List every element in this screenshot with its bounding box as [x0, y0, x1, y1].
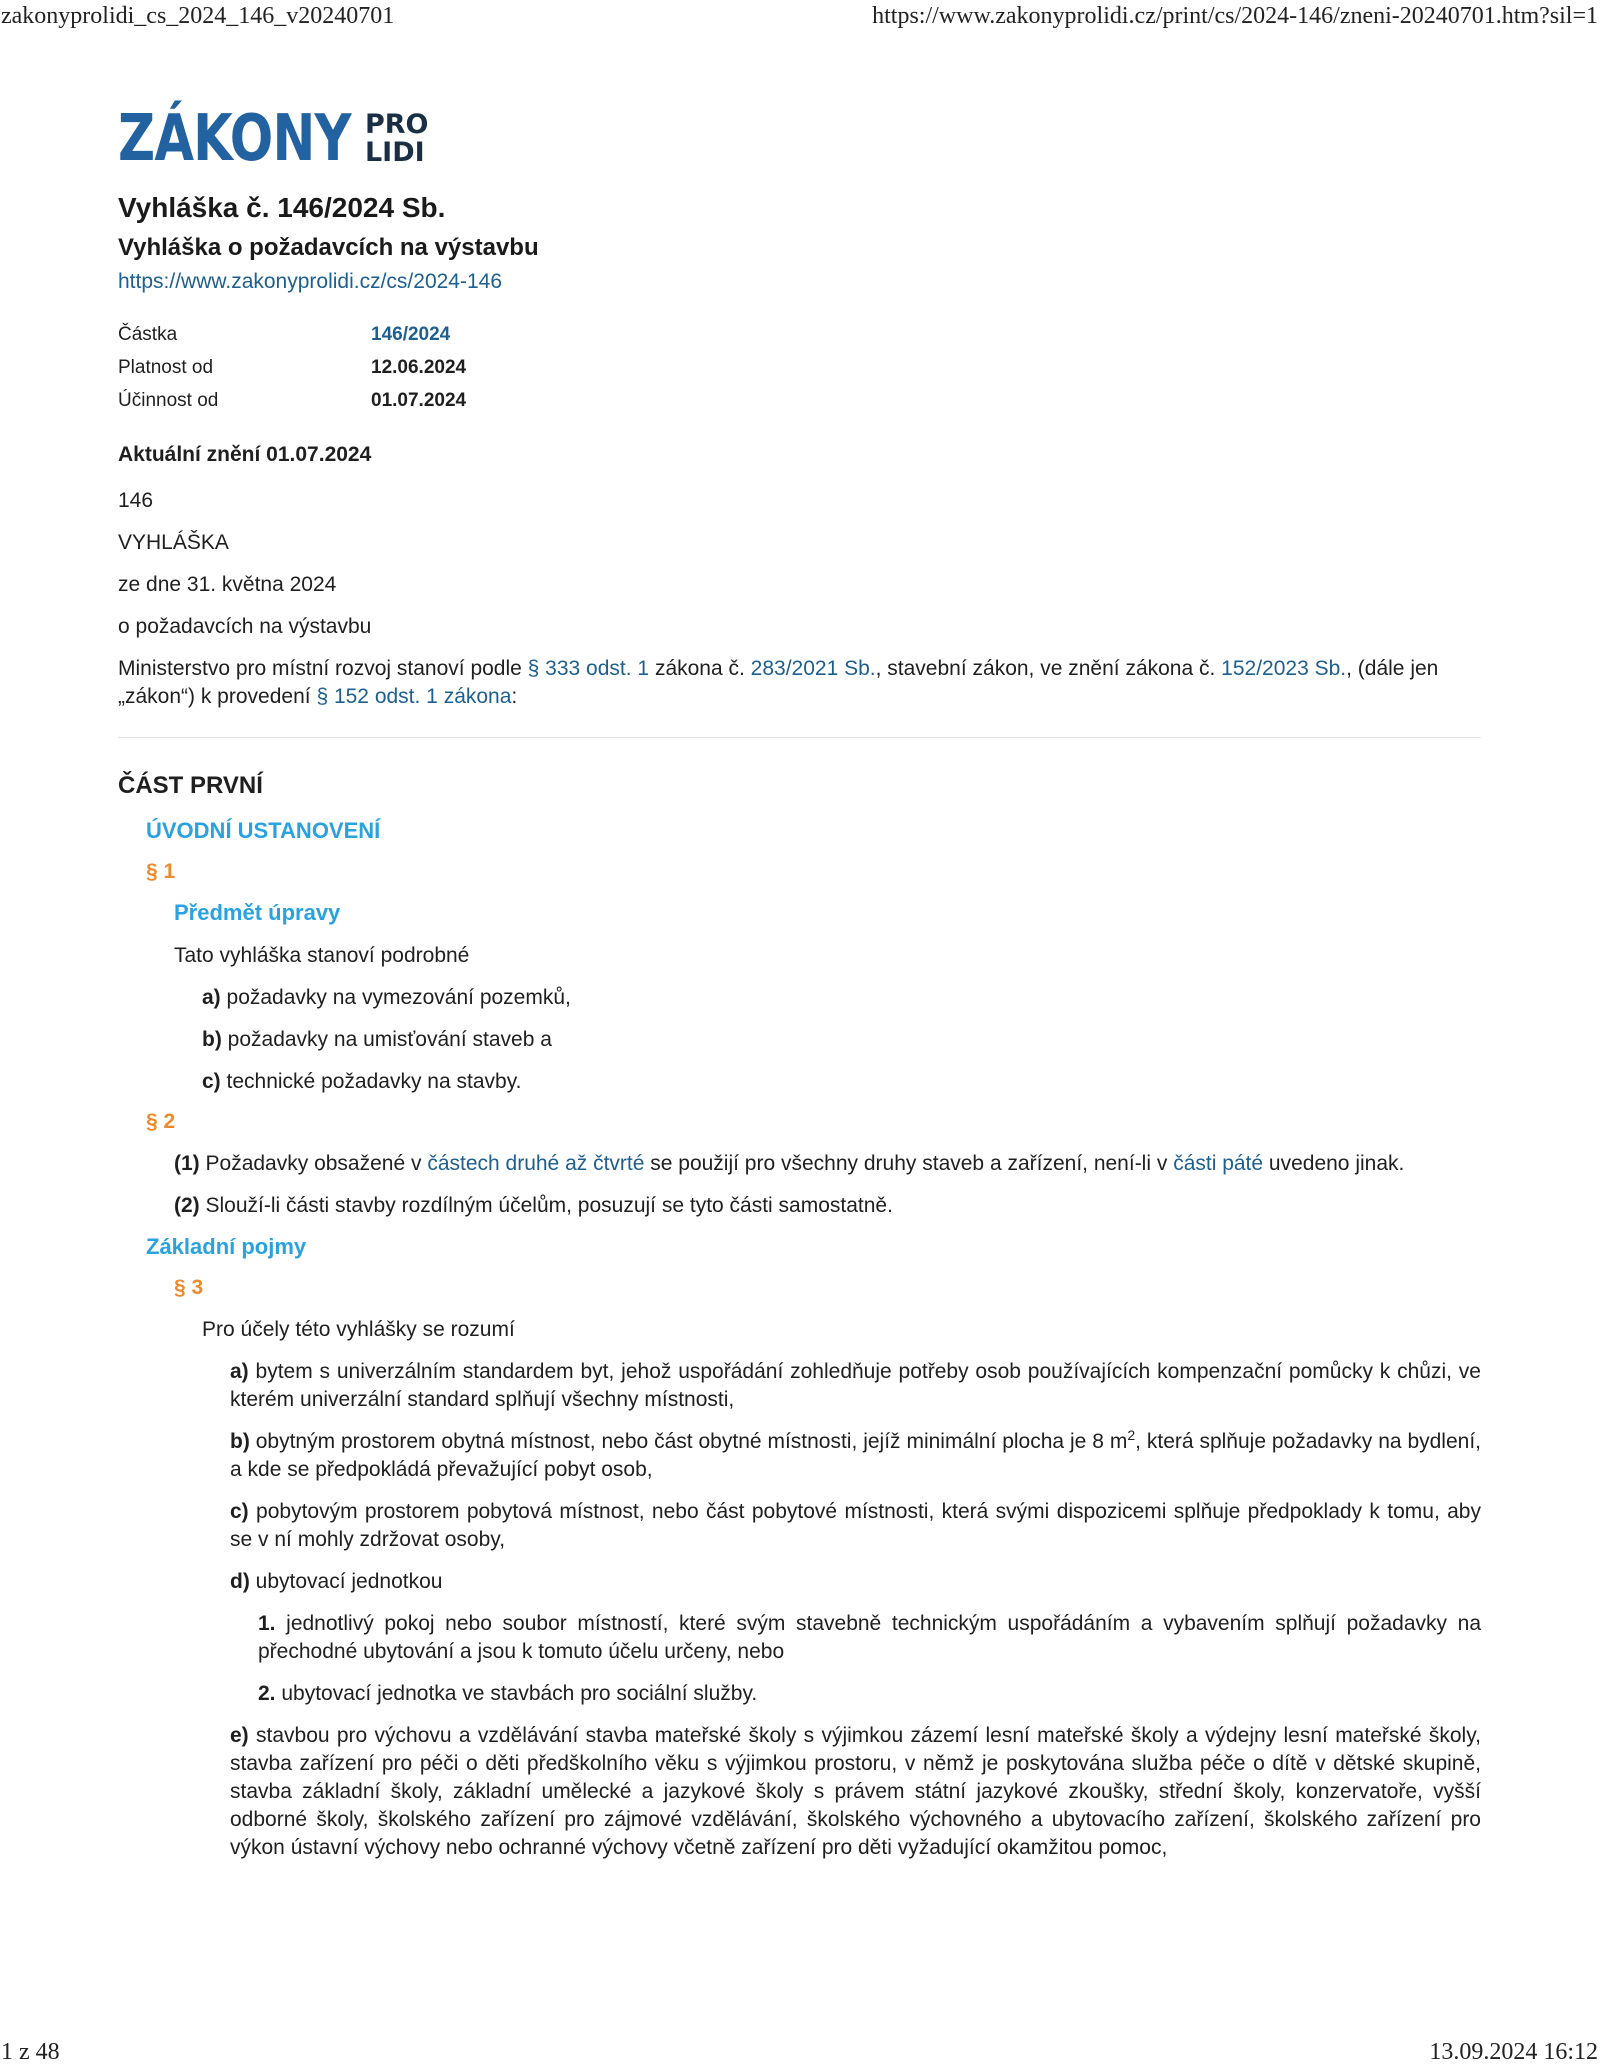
intro-type: VYHLÁŠKA	[118, 531, 229, 554]
metadata-row	[118, 384, 466, 417]
subsection-text: se použijí pro všechny druhy staveb a zařízení, není-li v	[644, 1152, 1174, 1175]
subsection-text: Požadavky obsažené v	[199, 1152, 428, 1175]
sub-item-1	[258, 1610, 1481, 1666]
section-heading-basic-terms: Základní pojmy	[146, 1234, 307, 1259]
metadata-value-link[interactable]: 146/2024	[371, 323, 451, 345]
metadata-row	[118, 318, 466, 351]
item-label: c)	[230, 1500, 249, 1523]
definition-item-e	[230, 1722, 1481, 1862]
paragraph-mark-3: § 3	[174, 1276, 204, 1299]
preamble-text: , (dále jen „zákon“) k provedení	[118, 657, 1439, 708]
definition-item-d	[230, 1568, 1481, 1596]
divider	[118, 737, 1481, 738]
preamble-link-333[interactable]: § 333 odst. 1	[527, 657, 650, 680]
item-label: b)	[230, 1430, 250, 1453]
item-text: požadavky na vymezování pozemků,	[220, 986, 571, 1009]
preamble-text: Ministerstvo pro místní rozvoj stanoví podle	[118, 657, 528, 680]
item-text: bytem s univerzálním standardem byt, jehož uspořádání zohledňuje potřeby osob používajících kompenzační pomůcky k chůzi, ve kterém univerzální standard splňují všechny místnosti,	[230, 1360, 1481, 1411]
section-heading-intro: ÚVODNÍ USTANOVENÍ	[146, 818, 381, 843]
item-text: technické požadavky na stavby.	[220, 1070, 522, 1093]
definition-list	[230, 1358, 1481, 1862]
logo-sub-line1: PRO	[364, 109, 429, 140]
item-text: , která splňuje požadavky na bydlení, a kde se předpokládá převažující pobyt osob,	[230, 1430, 1482, 1481]
item-label: a)	[230, 1360, 249, 1383]
print-header-filename: zakonyprolidi_cs_2024_146_v20240701	[1, 3, 395, 29]
paragraph-3-wrap	[174, 1276, 1481, 1862]
metadata-key: Platnost od	[118, 356, 214, 378]
site-logo[interactable]	[118, 104, 1481, 174]
link-part-5[interactable]: části páté	[1173, 1152, 1264, 1175]
paragraph-1-body	[174, 900, 1481, 1096]
item-label: d)	[230, 1570, 250, 1593]
subsection-text: uvedeno jinak.	[1263, 1152, 1405, 1175]
item-label: 1.	[258, 1612, 276, 1635]
metadata-table	[118, 318, 466, 417]
item-label: c)	[202, 1070, 221, 1093]
actual-version-label: Aktuální znění 01.07.2024	[118, 443, 372, 466]
item-text: ubytovací jednotka ve stavbách pro sociální služby.	[275, 1682, 758, 1705]
subsection-label: (1)	[174, 1152, 200, 1175]
document-subtitle: Vyhláška o požadavcích na výstavbu	[118, 234, 539, 261]
metadata-key: Částka	[118, 323, 178, 345]
document-url-link[interactable]: https://www.zakonyprolidi.cz/cs/2024-146	[118, 270, 503, 293]
item-text: požadavky na umisťování staveb a	[221, 1028, 552, 1051]
document-page	[118, 100, 1481, 1876]
paragraph-2-body	[174, 1150, 1481, 1220]
list-item	[202, 984, 1481, 1012]
intro-preamble	[118, 655, 1481, 711]
list-item	[202, 1068, 1481, 1096]
metadata-row	[118, 351, 466, 384]
definition-item-a	[230, 1358, 1481, 1414]
preamble-link-283-2021[interactable]: 283/2021 Sb.	[750, 657, 876, 680]
logo-main-text: ZÁKONY	[118, 102, 351, 176]
paragraph-heading: Předmět úpravy	[174, 900, 341, 925]
part-body	[146, 818, 1481, 1862]
item-label: e)	[230, 1724, 249, 1747]
intro-date: ze dne 31. května 2024	[118, 573, 337, 596]
item-text: stavbou pro výchovu a vzdělávání stavba mateřské školy s výjimkou zázemí lesní mateřské školy a výdejny lesní mateřské školy, stavba zařízení pro péči o děti předškolního věku s výjimkou prostoru, v němž je poskytována služba péče o dítě v dětské skupině, stavba základní školy, základní umělecké a jazykové školy s právem státní jazykové zkoušky, střední školy, konzervatoře, vyšší odborné školy, školského zařízení pro zájmové vzdělávání, školského výchovného a ubytovacího zařízení, školského zařízení pro výkon ústavní výchovy nebo ochranné výchovy včetně zařízení pro děti vyžadující okamžitou pomoc,	[230, 1724, 1481, 1859]
part-title: ČÁST PRVNÍ	[118, 772, 263, 799]
print-timestamp: 13.09.2024 16:12	[1429, 2039, 1598, 2065]
preamble-text: :	[511, 685, 518, 708]
sub-item-list	[258, 1610, 1481, 1708]
metadata-key: Účinnost od	[118, 389, 219, 411]
paragraph-mark-2: § 2	[146, 1110, 176, 1133]
page-counter: 1 z 48	[1, 2039, 60, 2065]
preamble-text: zákona č.	[649, 657, 751, 680]
paragraph-lead: Tato vyhláška stanoví podrobné	[174, 944, 470, 967]
subsection-text: Slouží-li části stavby rozdílným účelům, posuzují se tyto části samostatně.	[199, 1194, 893, 1217]
item-label: 2.	[258, 1682, 276, 1705]
metadata-value: 01.07.2024	[371, 389, 467, 411]
definition-item-c	[230, 1498, 1481, 1554]
item-text: ubytovací jednotkou	[249, 1570, 443, 1593]
paragraph-mark-1: § 1	[146, 860, 176, 883]
intro-subject: o požadavcích na výstavbu	[118, 615, 372, 638]
item-label: b)	[202, 1028, 222, 1051]
subsection-1	[174, 1150, 1481, 1178]
preamble-link-152[interactable]: § 152 odst. 1 zákona	[316, 685, 512, 708]
intro-number: 146	[118, 489, 154, 512]
item-text: obytným prostorem obytná místnost, nebo část obytné místnosti, jejíž minimální plocha je 8 m	[249, 1430, 1128, 1453]
subsection-label: (2)	[174, 1194, 200, 1217]
item-label: a)	[202, 986, 221, 1009]
metadata-value: 12.06.2024	[371, 356, 467, 378]
item-list	[202, 984, 1481, 1096]
list-item	[202, 1026, 1481, 1054]
sub-item-2	[258, 1680, 1481, 1708]
superscript: 2	[1127, 1427, 1136, 1443]
print-footer	[0, 2039, 1600, 2069]
item-text: pobytovým prostorem pobytová místnost, nebo část pobytové místnosti, která svými dispozicemi splňuje předpoklady k tomu, aby se v ní mohly zdržovat osoby,	[230, 1500, 1481, 1551]
subsection-2	[174, 1192, 1481, 1220]
logo-sub-line2: LIDI	[364, 137, 425, 168]
link-parts-2-4[interactable]: částech druhé až čtvrté	[427, 1152, 645, 1175]
definition-item-b	[230, 1428, 1481, 1484]
preamble-text: , stavební zákon, ve znění zákona č.	[875, 657, 1222, 680]
paragraph-3-body	[202, 1316, 1481, 1862]
document-title: Vyhláška č. 146/2024 Sb.	[118, 192, 446, 223]
preamble-link-152-2023[interactable]: 152/2023 Sb.	[1221, 657, 1347, 680]
logo-sub-text	[365, 111, 429, 167]
paragraph-lead: Pro účely této vyhlášky se rozumí	[202, 1318, 515, 1341]
item-text: jednotlivý pokoj nebo soubor místností, které svým stavebně technickým uspořádáním a vybavením splňují požadavky na přechodné ubytování a jsou k tomuto účelu určeny, nebo	[258, 1612, 1481, 1663]
print-header-url: https://www.zakonyprolidi.cz/print/cs/2024-146/zneni-20240701.htm?sil=1	[872, 3, 1598, 29]
print-header	[0, 3, 1600, 31]
